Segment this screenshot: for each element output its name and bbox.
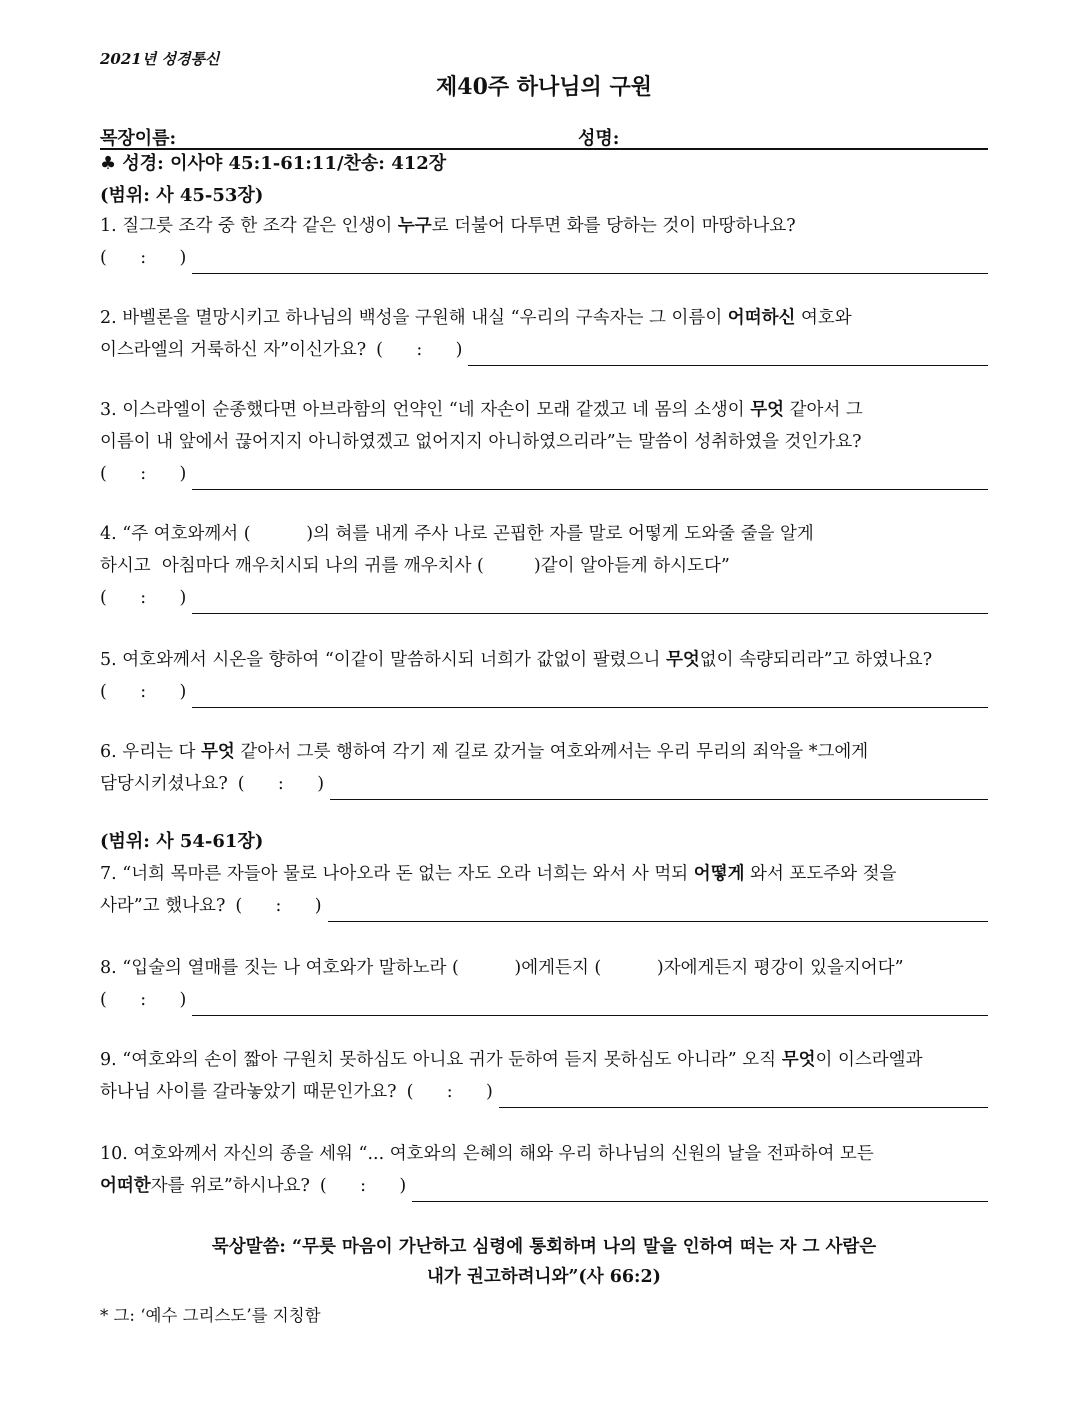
page-title: 제40주 하나님의 구원	[436, 74, 652, 100]
answer-rule-3	[192, 467, 988, 490]
footnote: * 그: ‘예수 그리스도’를 지칭함	[100, 1306, 321, 1325]
question-4	[100, 518, 988, 614]
range-label-2: (범위: 사 54-61장)	[100, 831, 264, 852]
question-4-text-2: 하시고 아침마다 깨우치시되 나의 귀를 깨우치사 ( )같이 알아듣게 하시도다”	[100, 556, 730, 576]
question-1-text: 1. 질그릇 조각 중 한 조각 같은 인생이 누구로 더불어 다투면 화를 당하는 것이 마땅하나요?	[100, 216, 796, 236]
question-8	[100, 952, 988, 1016]
question-3-text-2: 이름이 내 앞에서 끊어지지 아니하였겠고 없어지지 아니하였으리라”는 말씀이 성취하였을 것인가요?	[100, 432, 862, 452]
answer-line-7[interactable]: 사라”고 했나요? ( : )	[100, 890, 988, 922]
answer-rule-5	[192, 685, 988, 708]
answer-ref-5: ( : )	[100, 682, 187, 702]
scripture-line: ♣ 성경: 이사야 45:1-61:11/찬송: 412장	[100, 153, 447, 174]
answer-ref-4: ( : )	[100, 588, 187, 608]
answer-ref-2: ( : )	[376, 340, 463, 360]
question-2-text: 2. 바벨론을 멸망시키고 하나님의 백성을 구원해 내실 “우리의 구속자는 그 이름이 어떠하신 여호와	[100, 308, 852, 328]
answer-rule-7	[328, 899, 988, 922]
answer-ref-7: ( : )	[235, 896, 322, 916]
answer-rule-8	[192, 993, 988, 1016]
answer-ref-3: ( : )	[100, 464, 187, 484]
answer-line-10[interactable]: 어떠한 자를 위로”하시나요? ( : )	[100, 1170, 988, 1202]
answer-line-2[interactable]: 이스라엘의 거룩하신 자”이신가요? ( : )	[100, 334, 988, 366]
answer-rule-4	[192, 591, 988, 614]
question-8-text: 8. “입술의 열매를 짓는 나 여호와가 말하노라 ( )에게든지 ( )자에게든지 평강이 있을지어다”	[100, 958, 904, 978]
answer-line-8[interactable]	[100, 984, 988, 1016]
answer-line-3[interactable]	[100, 458, 988, 490]
answer-ref-6: ( : )	[237, 774, 325, 794]
question-7-text: 7. “너희 목마른 자들아 물로 나아오라 돈 없는 자도 오라 너희는 와서 사 먹되 어떻게 와서 포도주와 젖을	[100, 864, 897, 884]
person-name-label: 성명:	[578, 128, 620, 149]
answer-line-6[interactable]: 담당시키셨나요? ( : )	[100, 768, 988, 800]
group-name-label: 목장이름:	[100, 128, 177, 149]
year-label: 2021년 성경통신	[100, 50, 220, 68]
answer-ref-1: ( : )	[100, 248, 187, 268]
answer-rule-9	[499, 1085, 988, 1108]
answer-rule-6	[330, 777, 988, 800]
answer-rule-10	[412, 1179, 988, 1202]
name-row	[100, 124, 988, 150]
meditation-verse	[100, 1232, 988, 1292]
question-9	[100, 1044, 988, 1108]
question-6	[100, 736, 988, 800]
question-10	[100, 1138, 988, 1202]
question-3-text: 3. 이스라엘이 순종했다면 아브라함의 언약인 “네 자손이 모래 같겠고 네 몸의 소생이 무엇 같아서 그	[100, 400, 863, 420]
range-label-1: (범위: 사 45-53장)	[100, 185, 264, 206]
question-10-text: 10. 여호와께서 자신의 종을 세워 “... 여호와의 은혜의 해와 우리 하나님의 신원의 날을 전파하여 모든	[100, 1144, 874, 1164]
question-6-text: 6. 우리는 다 무엇 같아서 그릇 행하여 각기 제 길로 갔거늘 여호와께서는 우리 무리의 죄악을 *그에게	[100, 742, 869, 762]
question-5	[100, 644, 988, 708]
answer-rule-2	[468, 343, 988, 366]
question-3	[100, 394, 988, 490]
answer-line-1[interactable]	[100, 242, 988, 274]
question-9-text: 9. “여호와의 손이 짧아 구원치 못하심도 아니요 귀가 둔하여 듣지 못하심도 아니라” 오직 무엇이 이스라엘과	[100, 1050, 923, 1070]
question-5-text: 5. 여호와께서 시온을 향하여 “이같이 말씀하시되 너희가 값없이 팔렸으니 무엇없이 속량되리라”고 하였나요?	[100, 650, 933, 670]
question-7	[100, 858, 988, 922]
meditation-line-2: 내가 권고하려니와”(사 66:2)	[427, 1267, 661, 1287]
question-2	[100, 302, 988, 366]
answer-line-4[interactable]	[100, 582, 988, 614]
answer-line-5[interactable]	[100, 676, 988, 708]
question-4-text: 4. “주 여호와께서 ( )의 혀를 내게 주사 나로 곤핍한 자를 말로 어떻게 도와줄 줄을 알게	[100, 524, 814, 544]
question-1	[100, 210, 988, 274]
meditation-line-1: 묵상말씀: “무릇 마음이 가난하고 심령에 통회하며 나의 말을 인하여 떠는 자 그 사람은	[211, 1237, 877, 1257]
answer-ref-8: ( : )	[100, 990, 187, 1010]
answer-ref-9: ( : )	[406, 1082, 493, 1102]
answer-line-9[interactable]: 하나님 사이를 갈라놓았기 때문인가요? ( : )	[100, 1076, 988, 1108]
answer-rule-1	[192, 251, 988, 274]
answer-ref-10: ( : )	[319, 1176, 407, 1196]
